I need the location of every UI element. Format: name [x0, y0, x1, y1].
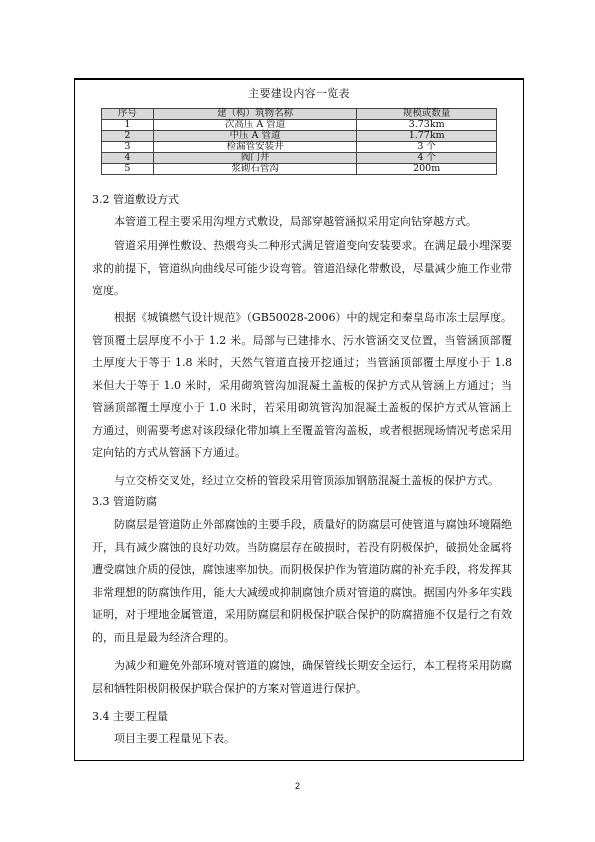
cell-name: 检漏管安装井: [153, 142, 356, 153]
table-row: [102, 120, 497, 131]
section-3-2-paragraph-3: 根据《城镇燃气设计规范》（GB50028-2006）中的规定和秦皇岛市冻土层厚度。管顶覆土层厚度不小于 1.2 米。局部与已建排水、污水管涵交叉位置，当管涵顶部覆土厚度大于等于 1.8 米时，天然气管道直接开挖通过；当管涵顶部覆土厚度小于 1.8 米但大于等于 1.0 米时，采用砌筑管沟加混凝土盖板的保护方式从管涵上方通过；当管涵顶部覆土厚度小于 1.0 米时，若采用砌筑管沟加混凝土盖板的保护方式从管涵上方通过，则需要考虑对该段绿化带加填上至覆盖管沟盖板，或者根据现场情况考虑采用定向钻的方式从管涵下方通过。: [92, 311, 512, 459]
table-caption: 主要建设内容一览表: [248, 87, 350, 100]
page-number: 2: [294, 781, 300, 791]
section-3-3-title: 3.3 管道防腐: [92, 495, 157, 508]
section-3-2-paragraph-4: 与立交桥交叉处，经过立交桥的管段采用管顶添加钢筋混凝土盖板的保护方式。: [114, 474, 499, 487]
cell-name: 阀门井: [153, 153, 356, 164]
cell-scale: 200m: [357, 164, 497, 175]
section-3-2-paragraph-1: 本管道工程主要采用沟埋方式敷设，局部穿越管涵拟采用定向钻穿越方式。: [114, 215, 477, 228]
cell-name: 浆砌石管沟: [153, 164, 356, 175]
cell-scale: 4 个: [357, 153, 497, 164]
cell-scale: 1.77km: [357, 131, 497, 142]
cell-name: 中压 A 管道: [153, 131, 356, 142]
section-3-4-title: 3.4 主要工程量: [92, 710, 168, 723]
cell-index: 3: [102, 142, 154, 153]
section-3-3-paragraph-2: 为减少和避免外部环境对管道的腐蚀，确保管线长期安全运行，本工程将采用防腐层和牺牲阳极阴极保护联合保护的方案对管道进行保护。: [92, 659, 512, 695]
cell-index: 2: [102, 131, 154, 142]
cell-index: 4: [102, 153, 154, 164]
table-row: [102, 142, 497, 153]
cell-scale: 3.73km: [357, 120, 497, 131]
section-3-3-paragraph-1: 防腐层是管道防止外部腐蚀的主要手段，质量好的防腐层可使管道与腐蚀环境隔绝开，具有减少腐蚀的良好功效。当防腐层存在破损时，若没有阴极保护，破损处金属将遭受腐蚀介质的侵蚀，腐蚀速率加快。而阴极保护作为管道防腐的补充手段，将发挥其非常理想的防腐蚀作用，能大大减缓或抑制腐蚀介质对管道的腐蚀。据国内外多年实践证明，对于埋地金属管道，采用防腐层和阴极保护联合保护的防腐措施不仅是行之有效的，而且是最为经济合理的。: [92, 518, 512, 644]
construction-content-table: [101, 108, 497, 175]
cell-index: 5: [102, 164, 154, 175]
cell-name: 次高压 A 管道: [153, 120, 356, 131]
section-3-4-paragraph-1: 项目主要工程量见下表。: [114, 732, 235, 745]
header-name: 建（构）筑物名称: [153, 109, 356, 120]
section-3-2-title: 3.2 管道敷设方式: [92, 193, 179, 206]
header-index: 序号: [102, 109, 154, 120]
cell-scale: 3 个: [357, 142, 497, 153]
table-row: [102, 153, 497, 164]
cell-index: 1: [102, 120, 154, 131]
section-3-2-paragraph-2: 管道采用弹性敷设、热煨弯头二种形式满足管道变向安装要求。在满足最小埋深要求的前提下，管道纵向曲线尽可能少设弯管。管道沿绿化带敷设，尽量减少施工作业带宽度。: [92, 239, 512, 297]
table-row: [102, 164, 497, 175]
table-header-row: [102, 109, 497, 120]
header-scale: 规模或数量: [357, 109, 497, 120]
table-row: [102, 131, 497, 142]
